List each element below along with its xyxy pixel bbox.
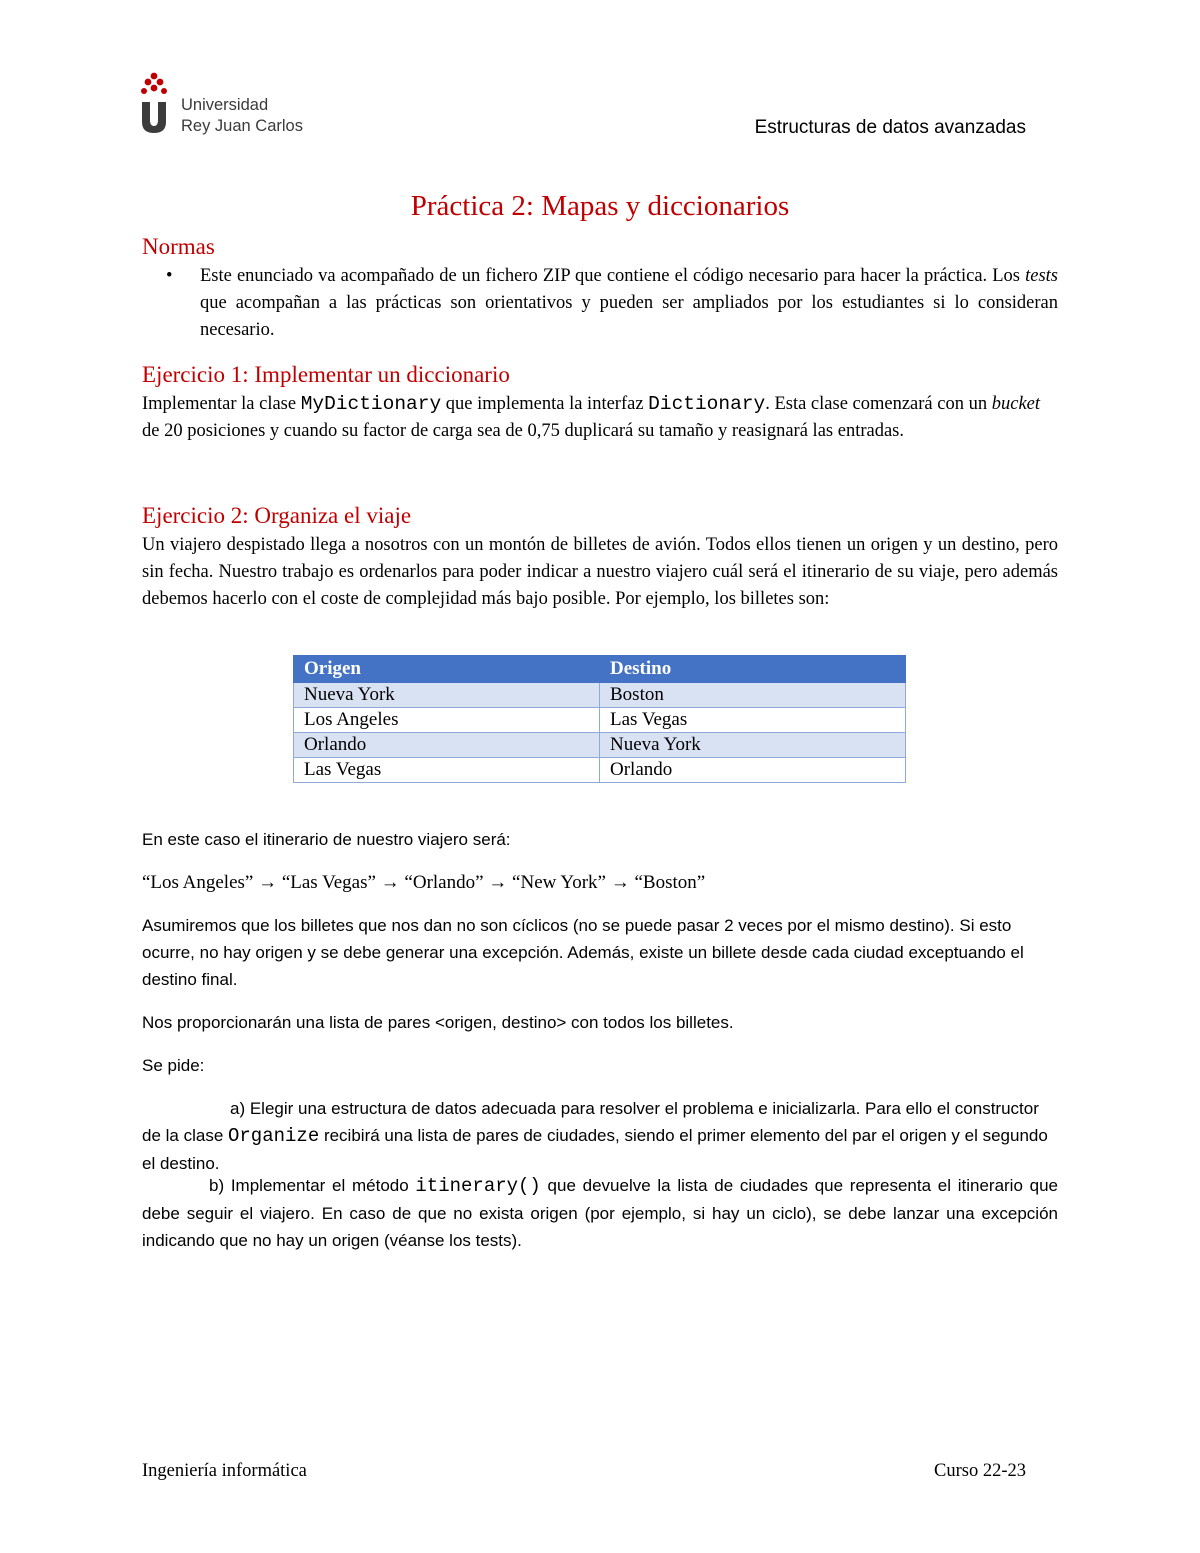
university-name-line1: Universidad: [181, 96, 269, 114]
table-cell: Boston: [600, 683, 906, 708]
bullet: •: [166, 266, 173, 286]
ejercicio1-heading: Ejercicio 1: Implementar un diccionario: [142, 362, 510, 387]
table-cell: Las Vegas: [294, 758, 600, 783]
item-a: [142, 1095, 1052, 1177]
page-title: Práctica 2: Mapas y diccionarios: [410, 190, 790, 222]
item-b-code-itinerary: itinerary(): [415, 1175, 541, 1197]
normas-text: [200, 263, 1058, 344]
ej1-part2: que implementa la interfaz: [441, 394, 649, 414]
table-header-row: [294, 656, 906, 683]
university-name-line2: Rey Juan Carlos: [181, 117, 303, 135]
normas-list: [142, 263, 1058, 344]
table-row: [294, 683, 906, 708]
normas-list-item: [142, 263, 1058, 344]
university-name: [181, 95, 303, 137]
normas-text-part2: que acompañan a las prácticas son orientativos y pueden ser ampliados por los estudiantes si lo consideran necesario.: [200, 293, 1058, 340]
itinerary-intro: En este caso el itinerario de nuestro viajero será:: [142, 830, 511, 849]
crown-icon: [141, 73, 167, 94]
footer-degree: Ingeniería informática: [142, 1461, 307, 1481]
item-a-code-organize: Organize: [228, 1125, 320, 1147]
ej1-italic-bucket: bucket: [991, 394, 1041, 414]
tickets-table: [293, 655, 906, 783]
normas-text-italic: tests: [1025, 266, 1058, 286]
normas-text-part1: Este enunciado va acompañado de un fichero ZIP que contiene el código necesario para hacer la práctica. Los: [200, 266, 1026, 286]
table-row: [294, 708, 906, 733]
ej1-code-mydictionary: MyDictionary: [300, 393, 442, 415]
item-a-part1: a) Elegir una estructura de datos adecuada para resolver el problema e inicializarla. Para ello el constructor de la clase: [142, 1099, 1039, 1145]
u-letter-icon: [142, 102, 166, 133]
normas-heading: Normas: [142, 234, 215, 259]
assume-paragraph: Asumiremos que los billetes que nos dan no son cíclicos (no se puede pasar 2 veces por el mismo destino). Si esto ocurre, no hay origen y se debe generar una excepción. Además, existe un billete desde cada ciudad exceptuando el destino final.: [142, 916, 1024, 989]
table-row: [294, 733, 906, 758]
item-b-part1: b) Implementar el método: [209, 1176, 416, 1195]
ejercicio1-text: [142, 391, 1062, 445]
ej1-part4: de 20 posiciones y cuando su factor de carga sea de 0,75 duplicará su tamaño y reasignará las entradas.: [142, 421, 904, 441]
footer-course-year: Curso 22-23: [934, 1461, 1026, 1481]
table-header-origen: Origen: [294, 656, 600, 683]
table-row: [294, 758, 906, 783]
item-b-part2: que devuelve la lista de ciudades que representa el itinerario que debe seguir el viajero. En caso de que no exista origen (por ejemplo, si hay un ciclo), se debe lanzar una excepción indicando que no hay un origen (véanse los tests).: [142, 1176, 1058, 1250]
pairs-paragraph: Nos proporcionarán una lista de pares <origen, destino> con todos los billetes.: [142, 1013, 734, 1032]
table-cell: Orlando: [600, 758, 906, 783]
item-a-part2: recibirá una lista de pares de ciudades, siendo el primer elemento del par el origen y el segundo el destino.: [142, 1126, 1048, 1173]
item-b: [142, 1172, 1058, 1254]
table-cell: Los Angeles: [294, 708, 600, 733]
itinerary-example: “Los Angeles” → “Las Vegas” → “Orlando” → “New York” → “Boston”: [142, 872, 706, 893]
se-pide-label: Se pide:: [142, 1056, 205, 1075]
ejercicio2-intro: Un viajero despistado llega a nosotros con un montón de billetes de avión. Todos ellos tienen un origen y un destino, pero sin fecha. Nuestro trabajo es ordenarlos para poder indicar a nuestro viajero cuál será el itinerario de su viaje, pero además debemos hacerlo con el coste de complejidad más bajo posible. Por ejemplo, los billetes son:: [142, 535, 1058, 609]
ejercicio2-heading: Ejercicio 2: Organiza el viaje: [142, 503, 412, 528]
table-cell: Nueva York: [600, 733, 906, 758]
ej1-part1: Implementar la clase: [142, 394, 301, 414]
course-title: Estructuras de datos avanzadas: [754, 117, 1026, 138]
table-cell: Orlando: [294, 733, 600, 758]
ej1-code-dictionary: Dictionary: [648, 393, 766, 415]
table-header-destino: Destino: [600, 656, 906, 683]
ej1-part3: . Esta clase comenzará con un: [765, 394, 992, 414]
table-cell: Las Vegas: [600, 708, 906, 733]
table-cell: Nueva York: [294, 683, 600, 708]
